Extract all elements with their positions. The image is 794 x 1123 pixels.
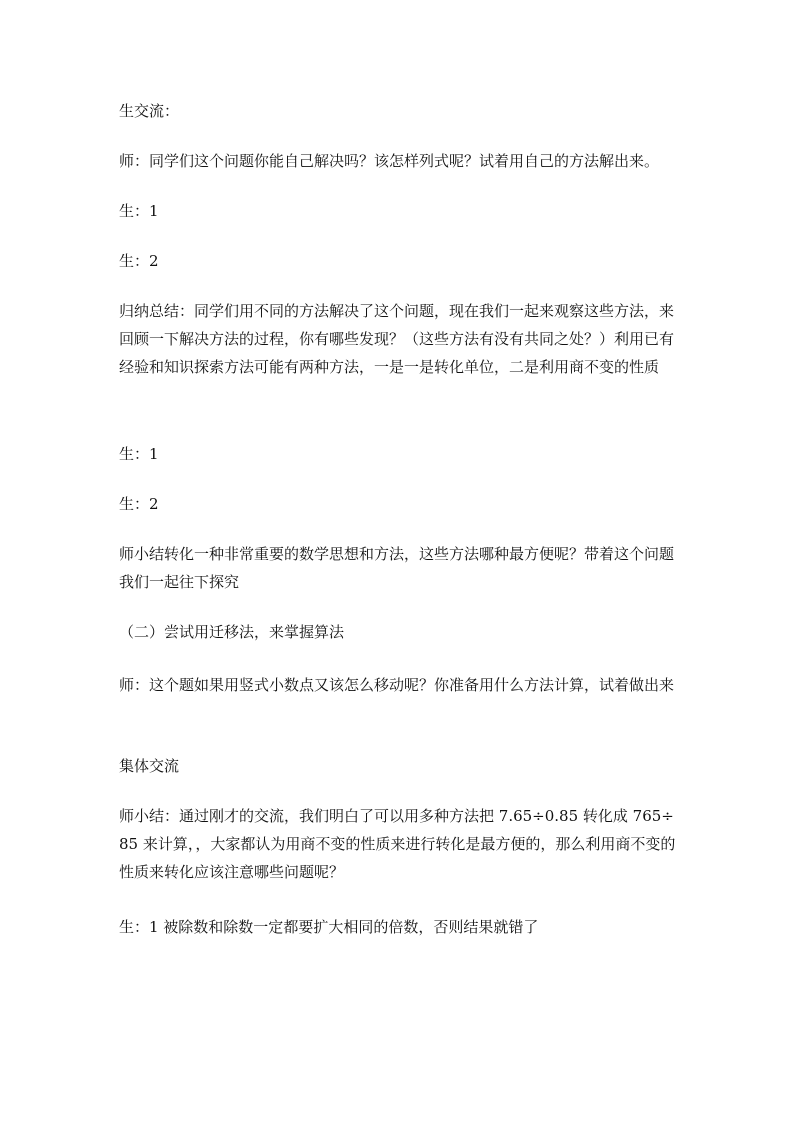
- paragraph-teacher-vertical: 师：这个题如果用竖式小数点又该怎么移动呢？你准备用什么方法计算，试着做出来: [119, 676, 675, 694]
- paragraph-teacher-summary: 师小结转化一种非常重要的数学思想和方法，这些方法哪种最方便呢？带着这个问题我们一起往下探究: [119, 545, 675, 591]
- paragraph-group-exchange: 集体交流: [119, 757, 180, 775]
- paragraph-teacher-question: 师：同学们这个问题你能自己解决吗？该怎样列式呢？试着用自己的方法解出来。: [119, 152, 660, 170]
- paragraph-student-1b: 生：1: [119, 445, 159, 463]
- paragraph-student-2: 生：2: [119, 252, 159, 270]
- paragraph-summary: 归纳总结：同学们用不同的方法解决了这个问题，现在我们一起来观察这些方法，来回顾一下解决方法的过程，你有哪些发现？（这些方法有没有共同之处？）利用已有经验和知识探索方法可能有两种方法，一是一是转化单位，二是利用商不变的性质: [119, 302, 675, 376]
- paragraph-teacher-conclusion: 师小结：通过刚才的交流，我们明白了可以用多种方法把 7.65÷0.85 转化成 765÷85 来计算，，大家都认为用商不变的性质来进行转化是最方便的，那么利用商不变的性质来转化应该注意哪些问题呢？: [119, 807, 676, 881]
- paragraph-student-1: 生：1: [119, 202, 159, 220]
- paragraph-student-exchange: 生交流：: [119, 102, 180, 120]
- paragraph-student-2b: 生：2: [119, 495, 159, 513]
- paragraph-student-answer: 生：1 被除数和除数一定都要扩大相同的倍数，否则结果就错了: [119, 918, 539, 936]
- paragraph-section-heading: （二）尝试用迁移法，来掌握算法: [119, 623, 345, 641]
